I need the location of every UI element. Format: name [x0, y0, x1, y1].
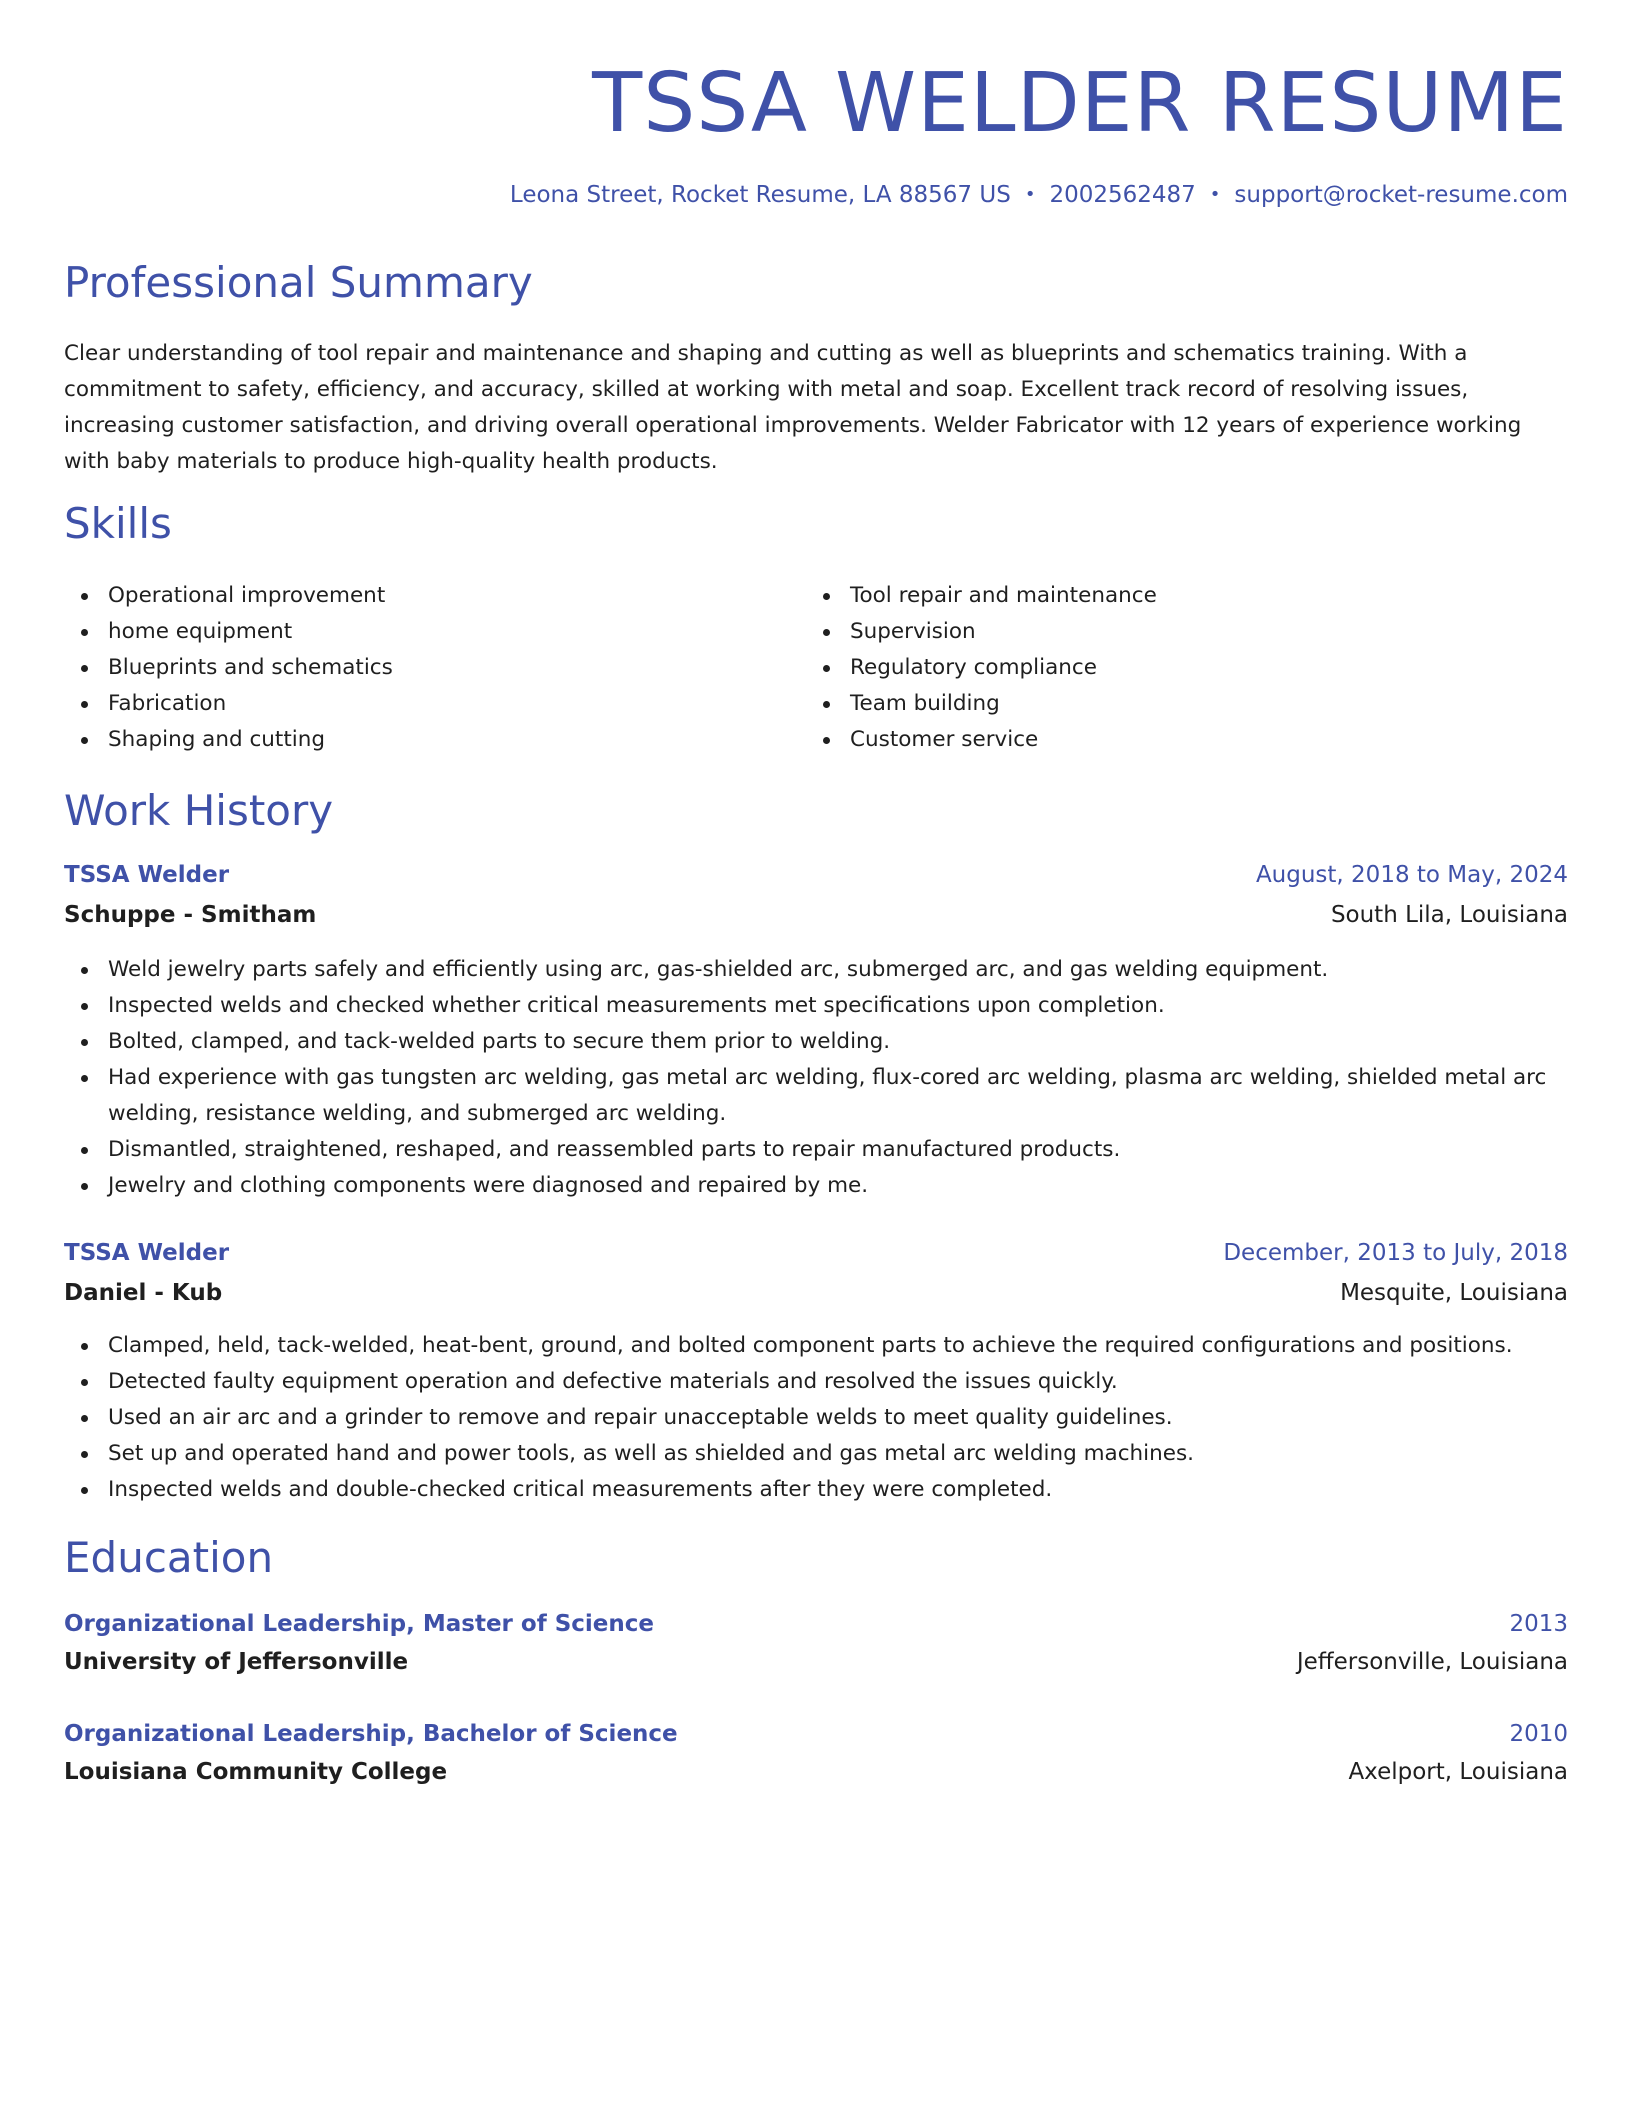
- skill-item: home equipment: [64, 614, 806, 650]
- contact-phone: 2002562487: [1049, 182, 1196, 208]
- job-bullet: Set up and operated hand and power tools, as well as shielded and gas metal arc welding machines.: [64, 1436, 1568, 1472]
- education-school: University of Jeffersonville: [64, 1649, 409, 1675]
- education-degree: Organizational Leadership, Master of Science: [64, 1611, 654, 1637]
- job-bullet: Had experience with gas tungsten arc welding, gas metal arc welding, flux-cored arc welding, plasma arc welding, shielded metal arc welding, resistance welding, and submerged arc welding.: [64, 1060, 1568, 1132]
- job-subheader: [64, 1280, 1568, 1306]
- education-header: [64, 1611, 1568, 1637]
- contact-separator: •: [1024, 184, 1036, 205]
- education-subheader: [64, 1649, 1568, 1675]
- skill-item: Fabrication: [64, 686, 806, 722]
- education-year: 2010: [1509, 1721, 1568, 1747]
- summary-heading: Professional Summary: [64, 258, 533, 307]
- skill-item: Shaping and cutting: [64, 722, 806, 758]
- job-title: TSSA Welder: [64, 862, 230, 888]
- work-history-heading: Work History: [64, 786, 334, 835]
- resume-page: [64, 0, 1568, 2112]
- skills-column-right: [806, 578, 1548, 758]
- job-bullet: Dismantled, straightened, reshaped, and reassembled parts to repair manufactured products.: [64, 1132, 1568, 1168]
- job-bullet: Weld jewelry parts safely and efficiently using arc, gas-shielded arc, submerged arc, and gas welding equipment.: [64, 952, 1568, 988]
- education-location: Axelport, Louisiana: [1348, 1759, 1568, 1785]
- job-company: Schuppe - Smitham: [64, 902, 317, 928]
- job-bullets: [64, 952, 1568, 1204]
- job-bullet: Inspected welds and checked whether critical measurements met specifications upon completion.: [64, 988, 1568, 1024]
- job-subheader: [64, 902, 1568, 928]
- job-header: [64, 862, 1568, 888]
- job-bullets: [64, 1328, 1568, 1508]
- education-year: 2013: [1509, 1611, 1568, 1637]
- summary-text: Clear understanding of tool repair and maintenance and shaping and cutting as well as blueprints and schematics training. With a commitment to safety, efficiency, and accuracy, skilled at working with metal and soap. Excellent track record of resolving issues, increasing customer satisfaction, and driving overall operational improvements. Welder Fabricator with 12 years of experience working with baby materials to produce high-quality health products.: [64, 341, 1522, 474]
- education-header: [64, 1721, 1568, 1747]
- job-bullet: Jewelry and clothing components were diagnosed and repaired by me.: [64, 1168, 1568, 1204]
- education-heading: Education: [64, 1533, 274, 1582]
- job-location: Mesquite, Louisiana: [1340, 1280, 1568, 1306]
- job-dates: August, 2018 to May, 2024: [1255, 862, 1568, 888]
- job-header: [64, 1240, 1568, 1266]
- skills-list: [64, 578, 1568, 758]
- contact-address: Leona Street, Rocket Resume, LA 88567 US: [509, 182, 1011, 208]
- job-bullet: Inspected welds and double-checked critical measurements after they were completed.: [64, 1472, 1568, 1508]
- contact-email[interactable]: support@rocket-resume.com: [1234, 182, 1568, 208]
- resume-title: TSSA WELDER RESUME: [592, 56, 1568, 151]
- education-school: Louisiana Community College: [64, 1759, 448, 1785]
- skills-column-left: [64, 578, 806, 758]
- skill-item: Operational improvement: [64, 578, 806, 614]
- education-location: Jeffersonville, Louisiana: [1296, 1649, 1568, 1675]
- job-bullet: Detected faulty equipment operation and defective materials and resolved the issues quickly.: [64, 1364, 1568, 1400]
- contact-line: [510, 182, 1568, 208]
- job-bullet: Clamped, held, tack-welded, heat-bent, ground, and bolted component parts to achieve the required configurations and positions.: [64, 1328, 1568, 1364]
- skill-item: Team building: [806, 686, 1548, 722]
- skill-item: Blueprints and schematics: [64, 650, 806, 686]
- job-location: South Lila, Louisiana: [1330, 902, 1568, 928]
- skill-item: Supervision: [806, 614, 1548, 650]
- job-title: TSSA Welder: [64, 1240, 230, 1266]
- job-bullet: Used an air arc and a grinder to remove and repair unacceptable welds to meet quality guidelines.: [64, 1400, 1568, 1436]
- job-bullet: Bolted, clamped, and tack-welded parts to secure them prior to welding.: [64, 1024, 1568, 1060]
- skill-item: Regulatory compliance: [806, 650, 1548, 686]
- education-subheader: [64, 1759, 1568, 1785]
- contact-separator: •: [1209, 184, 1221, 205]
- skill-item: Tool repair and maintenance: [806, 578, 1548, 614]
- job-company: Daniel - Kub: [64, 1280, 223, 1306]
- skills-heading: Skills: [64, 499, 172, 548]
- skill-item: Customer service: [806, 722, 1548, 758]
- job-dates: December, 2013 to July, 2018: [1223, 1240, 1568, 1266]
- education-degree: Organizational Leadership, Bachelor of Science: [64, 1721, 678, 1747]
